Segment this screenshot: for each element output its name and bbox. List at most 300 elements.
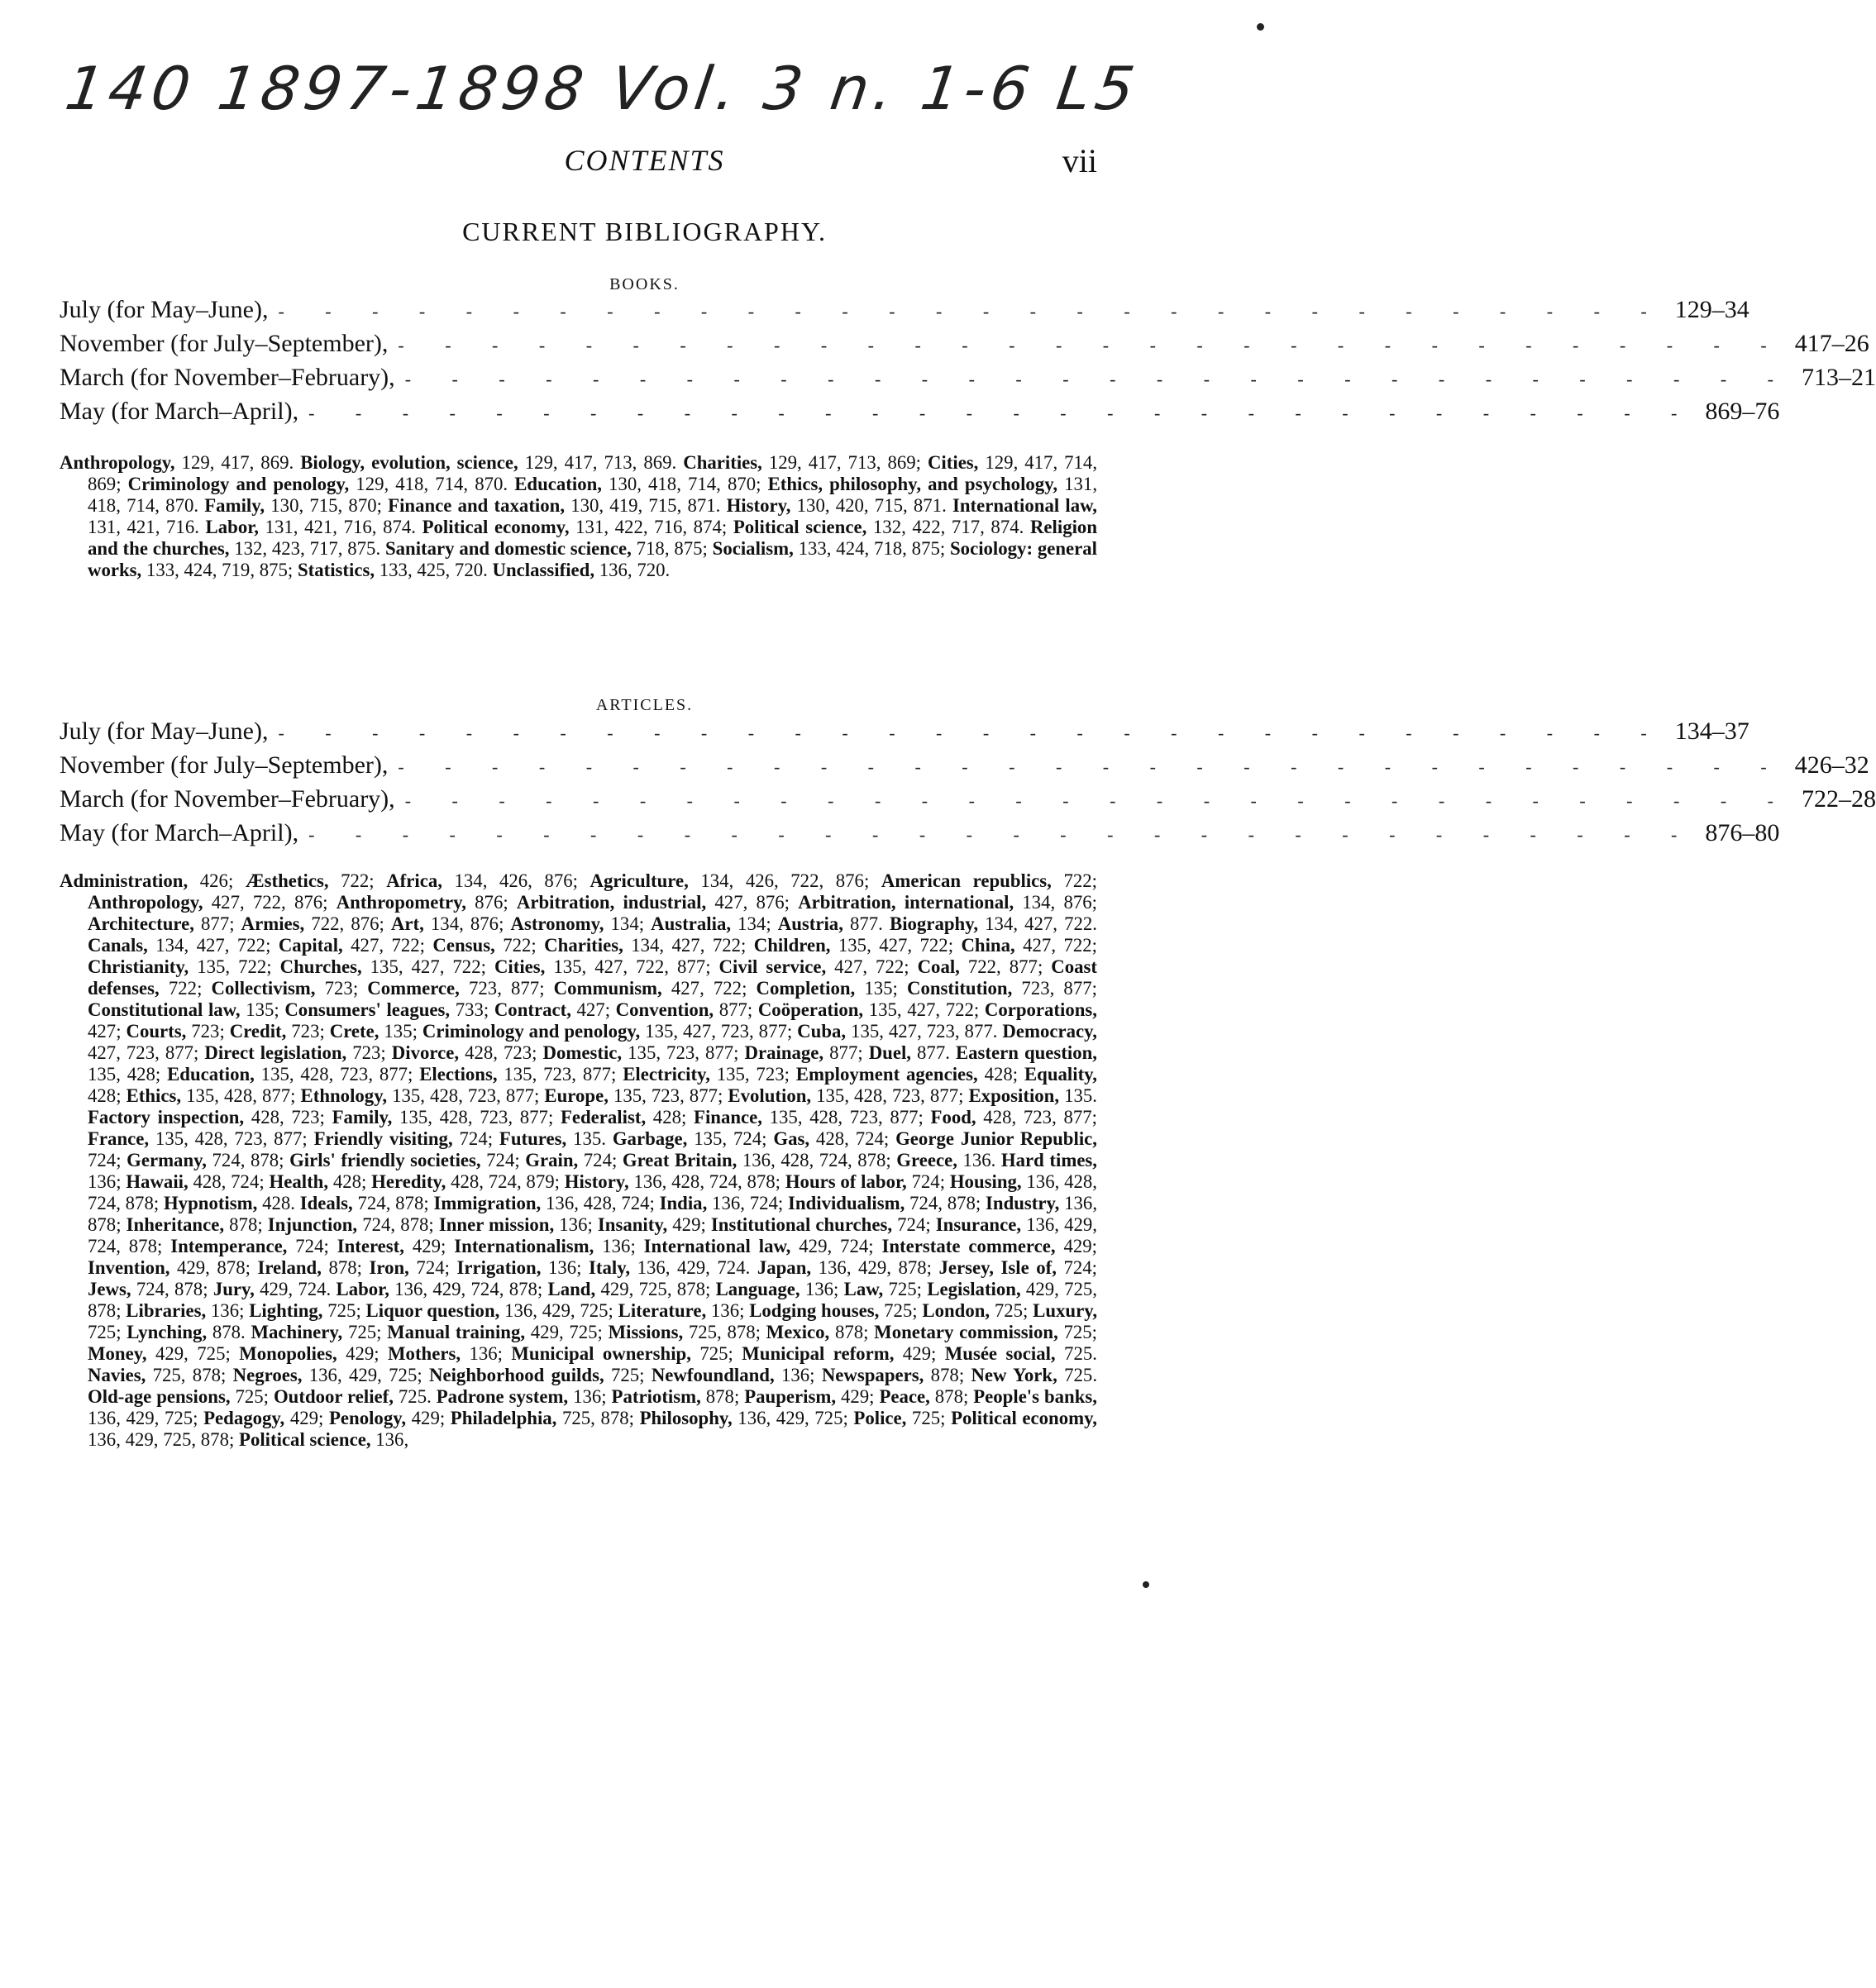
index-page-refs: 722, 877; xyxy=(959,956,1052,977)
toc-label: November (for July–September), xyxy=(60,330,389,357)
index-page-refs: 725. xyxy=(1055,1343,1097,1364)
index-term: Anthropology, xyxy=(60,452,175,473)
index-term: Language, xyxy=(715,1279,800,1299)
index-page-refs: 722; xyxy=(159,978,212,999)
index-page-refs: 878. xyxy=(207,1322,251,1342)
toc-pages: 869–76 xyxy=(1705,398,1780,425)
toc-pages: 722–28 xyxy=(1801,785,1876,813)
index-page-refs: 131, 422, 716, 874; xyxy=(569,517,733,537)
index-page-refs: 724, 878; xyxy=(357,1214,439,1235)
index-page-refs: 136; xyxy=(800,1279,844,1299)
index-page-refs: 136; xyxy=(594,1236,644,1256)
index-page-refs: 429, 724; xyxy=(790,1236,882,1256)
index-term: Constitutional law, xyxy=(88,999,241,1020)
index-term: Contract, xyxy=(494,999,571,1020)
index-page-refs: 427, 722; xyxy=(661,978,757,999)
index-page-refs: 136; xyxy=(461,1343,512,1364)
index-page-refs: 725, 878; xyxy=(683,1322,766,1342)
index-page-refs: 136, 429, 878; xyxy=(811,1257,939,1278)
index-page-refs: 136, 429, 724, 878; xyxy=(88,1214,1098,1256)
index-term: Philosophy, xyxy=(639,1408,733,1428)
index-page-refs: 722; xyxy=(494,935,545,956)
index-page-refs: 429; xyxy=(894,1343,945,1364)
index-page-refs: 134, 876; xyxy=(1014,892,1097,913)
index-page-refs: 722; xyxy=(328,870,387,891)
index-term: Lynching, xyxy=(126,1322,208,1342)
index-term: Corporations, xyxy=(984,999,1098,1020)
index-term: Education, xyxy=(514,474,602,494)
dot-leader: - - - - - - - - - - - - - - - - - - - - - - - - - - - - - - xyxy=(278,722,1665,743)
index-page-refs: 725, 878; xyxy=(556,1408,640,1428)
index-page-refs: 135, 428, 723, 877; xyxy=(387,1085,545,1106)
index-term: Japan, xyxy=(757,1257,812,1278)
toc-row xyxy=(60,330,1869,364)
index-page-refs: 135, 723, 877; xyxy=(608,1085,728,1106)
index-page-refs: 135, 428, 723, 877; xyxy=(811,1085,969,1106)
index-term: Institutional churches, xyxy=(710,1214,893,1235)
index-page-refs: 428, 724, 879; xyxy=(446,1171,565,1192)
articles-subject-index xyxy=(60,870,1097,1451)
index-term: Labor, xyxy=(336,1279,389,1299)
handwritten-call-number: 140 1897-1898 Vol. 3 n. 1-6 L5 xyxy=(61,54,1143,123)
index-term: Evolution, xyxy=(728,1085,812,1106)
index-term: Elections, xyxy=(419,1064,498,1085)
index-page-refs: 136, 429, 725; xyxy=(732,1408,854,1428)
index-page-refs: 130, 418, 714, 870; xyxy=(601,474,768,494)
index-term: Immigration, xyxy=(433,1193,542,1213)
index-term: Socialism, xyxy=(712,538,794,559)
toc-label: July (for May–June), xyxy=(60,717,269,745)
index-term: Mexico, xyxy=(766,1322,830,1342)
index-page-refs: 136, 720. xyxy=(594,560,671,580)
index-term: Coast defenses, xyxy=(88,956,1098,999)
index-page-refs: 135, 428, 723, 877; xyxy=(761,1107,931,1127)
index-page-refs: 135, 427, 723, 877. xyxy=(846,1021,1003,1042)
index-term: International law, xyxy=(952,495,1097,516)
index-page-refs: 427, 723, 877; xyxy=(88,1042,205,1063)
index-page-refs: 135, 428; xyxy=(88,1064,168,1085)
index-page-refs: 725; xyxy=(342,1322,388,1342)
index-page-refs: 723; xyxy=(186,1021,230,1042)
index-term: Drainage, xyxy=(744,1042,824,1063)
index-page-refs: 135, 723, 877; xyxy=(497,1064,623,1085)
index-term: Austria, xyxy=(777,913,843,934)
index-term: Jury, xyxy=(212,1279,255,1299)
index-term: History, xyxy=(564,1171,629,1192)
index-page-refs: 724; xyxy=(480,1150,526,1170)
index-term: Arbitration, industrial, xyxy=(516,892,707,913)
index-term: Inner mission, xyxy=(438,1214,555,1235)
running-title: CONTENTS xyxy=(564,144,725,177)
index-term: Civil service, xyxy=(718,956,827,977)
index-term: Great Britain, xyxy=(622,1150,738,1170)
index-page-refs: 135, 723, 877; xyxy=(622,1042,745,1063)
index-term: Completion, xyxy=(756,978,856,999)
index-page-refs: 725; xyxy=(906,1408,952,1428)
toc-pages: 713–21 xyxy=(1801,364,1876,391)
index-page-refs: 135, 428, 723, 877; xyxy=(392,1107,561,1127)
index-term: Finance and taxation, xyxy=(388,495,566,516)
index-term: Ideals, xyxy=(299,1193,353,1213)
index-term: Biology, evolution, science, xyxy=(300,452,518,473)
index-term: Mothers, xyxy=(388,1343,461,1364)
index-page-refs: 428, 724; xyxy=(188,1171,270,1192)
index-page-refs: 136, 429, 725; xyxy=(499,1300,618,1321)
index-term: Equality, xyxy=(1024,1064,1097,1085)
index-page-refs: 878; xyxy=(321,1257,370,1278)
index-term: Europe, xyxy=(544,1085,609,1106)
index-page-refs: 718, 875; xyxy=(631,538,713,559)
index-term: Housing, xyxy=(949,1171,1022,1192)
index-term: Futures, xyxy=(499,1128,567,1149)
index-page-refs: 135; xyxy=(240,999,285,1020)
index-page-refs: 136, 429, 725, 878; xyxy=(88,1429,240,1450)
index-page-refs: 129, 417, 869. xyxy=(174,452,301,473)
toc-row xyxy=(60,819,1780,853)
toc-row xyxy=(60,364,1876,398)
index-term: Ethnology, xyxy=(300,1085,388,1106)
index-page-refs: 725. xyxy=(1057,1365,1098,1385)
index-term: France, xyxy=(88,1128,150,1149)
index-page-refs: 724, 878; xyxy=(352,1193,434,1213)
toc-row xyxy=(60,398,1780,431)
index-page-refs: 135, 428, 723, 877; xyxy=(149,1128,314,1149)
index-term: Padrone system, xyxy=(436,1386,569,1407)
index-page-refs: 725; xyxy=(604,1365,652,1385)
index-page-refs: 724, 878; xyxy=(206,1150,290,1170)
index-term: Luxury, xyxy=(1033,1300,1098,1321)
index-page-refs: 878; xyxy=(224,1214,268,1235)
index-term: Family, xyxy=(204,495,265,516)
index-term: Missions, xyxy=(608,1322,684,1342)
index-term: Exposition, xyxy=(968,1085,1060,1106)
index-page-refs: 877; xyxy=(823,1042,869,1063)
articles-heading: ARTICLES. xyxy=(595,696,694,714)
index-term: Collectivism, xyxy=(211,978,316,999)
index-page-refs: 428; xyxy=(977,1064,1024,1085)
index-page-refs: 132, 422, 717, 874. xyxy=(866,517,1030,537)
index-term: Domestic, xyxy=(542,1042,623,1063)
index-term: Municipal reform, xyxy=(742,1343,895,1364)
index-page-refs: 135, 427, 722; xyxy=(361,956,494,977)
index-page-refs: 428. xyxy=(257,1193,300,1213)
index-page-refs: 427, 722, 876; xyxy=(203,892,337,913)
index-page-refs: 135; xyxy=(855,978,907,999)
index-term: China, xyxy=(961,935,1015,956)
index-term: Direct legislation, xyxy=(204,1042,347,1063)
index-term: Gas, xyxy=(773,1128,810,1149)
index-term: Cities, xyxy=(494,956,546,977)
index-page-refs: 429; xyxy=(284,1408,329,1428)
index-term: Eastern question, xyxy=(955,1042,1097,1063)
dot-leader: - - - - - - - - - - - - - - - - - - - - - - - - - - - - - - xyxy=(308,824,1696,845)
index-term: Convention, xyxy=(615,999,714,1020)
dot-leader: - - - - - - - - - - - - - - - - - - - - - - - - - - - - - - xyxy=(398,756,1785,777)
index-term: Jersey, Isle of, xyxy=(938,1257,1057,1278)
index-term: Jews, xyxy=(88,1279,131,1299)
index-page-refs: 132, 423, 717, 875. xyxy=(229,538,385,559)
index-term: Legislation, xyxy=(927,1279,1021,1299)
index-page-refs: 129, 417, 713, 869. xyxy=(518,452,684,473)
index-term: Australia, xyxy=(651,913,732,934)
index-page-refs: 131, 418, 714, 870. xyxy=(88,474,1098,516)
toc-pages: 417–26 xyxy=(1794,330,1869,357)
index-page-refs: 725; xyxy=(88,1322,127,1342)
index-term: Germany, xyxy=(126,1150,207,1170)
index-term: Old-age pensions, xyxy=(88,1386,231,1407)
index-page-refs: 129, 417, 714, 869; xyxy=(88,452,1098,494)
index-page-refs: 136, 428, 724; xyxy=(541,1193,660,1213)
index-page-refs: 429; xyxy=(1055,1236,1097,1256)
index-term: Credit, xyxy=(229,1021,287,1042)
index-term: Æsthetics, xyxy=(245,870,329,891)
index-page-refs: 428; xyxy=(646,1107,695,1127)
index-term: Architecture, xyxy=(88,913,194,934)
index-page-refs: 427; xyxy=(570,999,616,1020)
index-term: Commerce, xyxy=(367,978,460,999)
toc-row xyxy=(60,751,1869,785)
index-term: Outdoor relief, xyxy=(273,1386,394,1407)
index-page-refs: 723; xyxy=(346,1042,392,1063)
index-term: Federalist, xyxy=(560,1107,647,1127)
index-page-refs: 429, 725; xyxy=(525,1322,609,1342)
index-term: Industry, xyxy=(986,1193,1060,1213)
index-page-refs: 878; xyxy=(700,1386,745,1407)
toc-label: May (for March–April), xyxy=(60,819,299,846)
index-term: Ethics, xyxy=(126,1085,182,1106)
books-subject-index xyxy=(60,452,1097,581)
index-term: Political economy, xyxy=(422,517,570,537)
index-page-refs: 135, 427, 722, 877; xyxy=(545,956,719,977)
index-page-refs: 725; xyxy=(1057,1322,1097,1342)
index-page-refs: 427, 722; xyxy=(1014,935,1097,956)
index-term: Political economy, xyxy=(951,1408,1097,1428)
index-page-refs: 429, 725; xyxy=(146,1343,240,1364)
index-page-refs: 136, 429, 725; xyxy=(88,1408,204,1428)
toc-row xyxy=(60,717,1750,751)
index-term: Political science, xyxy=(733,517,867,537)
index-term: Injunction, xyxy=(267,1214,358,1235)
stray-mark xyxy=(1143,1581,1149,1588)
index-page-refs: 134; xyxy=(731,913,778,934)
toc-label: July (for May–June), xyxy=(60,296,269,323)
index-page-refs: 134, 426, 876; xyxy=(442,870,590,891)
index-page-refs: 725; xyxy=(690,1343,742,1364)
index-term: American republics, xyxy=(881,870,1052,891)
dot-leader: - - - - - - - - - - - - - - - - - - - - - - - - - - - - - - xyxy=(278,301,1665,322)
toc-label: November (for July–September), xyxy=(60,751,389,779)
index-page-refs: 136, 724; xyxy=(707,1193,789,1213)
index-term: Manual training, xyxy=(387,1322,526,1342)
index-page-refs: 427; xyxy=(88,1021,126,1042)
index-term: Police, xyxy=(853,1408,907,1428)
index-page-refs: 136, 428, 724, 878; xyxy=(628,1171,785,1192)
index-term: Ireland, xyxy=(257,1257,322,1278)
index-term: Friendly visiting, xyxy=(313,1128,453,1149)
index-page-refs: 878; xyxy=(924,1365,971,1385)
toc-row xyxy=(60,785,1876,819)
index-page-refs: 426; xyxy=(188,870,246,891)
index-term: Pauperism, xyxy=(744,1386,837,1407)
index-term: Cities, xyxy=(927,452,979,473)
index-term: History, xyxy=(726,495,791,516)
index-term: Libraries, xyxy=(126,1300,207,1321)
index-page-refs: 429, 724. xyxy=(254,1279,337,1299)
index-term: Peace, xyxy=(879,1386,930,1407)
index-page-refs: 427, 722; xyxy=(826,956,918,977)
index-page-refs: 136, 428, 724, 878; xyxy=(88,1171,1097,1213)
index-term: Heredity, xyxy=(371,1171,446,1192)
index-term: Factory inspection, xyxy=(88,1107,245,1127)
index-page-refs: 134, 426, 722, 876; xyxy=(688,870,881,891)
index-term: New York, xyxy=(971,1365,1057,1385)
index-term: Armies, xyxy=(241,913,305,934)
index-page-refs: 733; xyxy=(450,999,494,1020)
index-term: Negroes, xyxy=(232,1365,303,1385)
index-term: Children, xyxy=(753,935,831,956)
toc-label: March (for November–February), xyxy=(60,785,395,813)
index-page-refs: 131, 421, 716. xyxy=(88,517,206,537)
index-term: India, xyxy=(659,1193,708,1213)
index-term: People's banks, xyxy=(973,1386,1097,1407)
index-page-refs: 428; xyxy=(328,1171,372,1192)
index-page-refs: 130, 419, 715, 871. xyxy=(565,495,727,516)
index-page-refs: 725; xyxy=(322,1300,366,1321)
index-term: Administration, xyxy=(60,870,189,891)
index-term: Machinery, xyxy=(251,1322,343,1342)
index-term: Constitution, xyxy=(906,978,1013,999)
index-page-refs: 429, 725, 878; xyxy=(88,1279,1097,1321)
index-term: Duel, xyxy=(868,1042,911,1063)
index-term: Lighting, xyxy=(249,1300,323,1321)
index-page-refs: 131, 421, 716, 874. xyxy=(258,517,422,537)
index-page-refs: 134; xyxy=(604,913,652,934)
index-term: London, xyxy=(922,1300,991,1321)
index-page-refs: 134, 427, 722. xyxy=(978,913,1097,934)
articles-toc xyxy=(60,717,1876,853)
index-page-refs: 136; xyxy=(206,1300,250,1321)
index-term: Intemperance, xyxy=(170,1236,288,1256)
index-page-refs: 136; xyxy=(541,1257,589,1278)
index-page-refs: 428, 724; xyxy=(809,1128,896,1149)
toc-pages: 129–34 xyxy=(1674,296,1750,323)
index-page-refs: 876; xyxy=(465,892,517,913)
index-page-refs: 725; xyxy=(883,1279,928,1299)
index-term: Family, xyxy=(332,1107,393,1127)
index-term: Lodging houses, xyxy=(749,1300,880,1321)
index-page-refs: 136, 429, 724, 878; xyxy=(389,1279,548,1299)
index-term: Penology, xyxy=(328,1408,407,1428)
index-page-refs: 723; xyxy=(286,1021,330,1042)
index-page-refs: 725; xyxy=(990,1300,1033,1321)
index-term: Coal, xyxy=(917,956,960,977)
index-page-refs: 135, 428, 723, 877; xyxy=(254,1064,420,1085)
index-term: Patriotism, xyxy=(611,1386,701,1407)
index-term: Unclassified, xyxy=(492,560,595,580)
index-page-refs: 877. xyxy=(911,1042,956,1063)
index-page-refs: 136, 429, 724. xyxy=(630,1257,757,1278)
toc-pages: 134–37 xyxy=(1674,717,1750,745)
running-header xyxy=(0,136,1289,186)
index-term: Political science, xyxy=(239,1429,371,1450)
index-term: Ethics, philosophy, and psychology, xyxy=(767,474,1058,494)
toc-pages: 426–32 xyxy=(1794,751,1869,779)
index-term: Insanity, xyxy=(597,1214,668,1235)
index-term: Arbitration, international, xyxy=(798,892,1014,913)
index-term: Hypnotism, xyxy=(163,1193,258,1213)
index-term: Labor, xyxy=(205,517,259,537)
index-term: Biography, xyxy=(889,913,979,934)
index-page-refs: 134, 427, 722; xyxy=(623,935,754,956)
index-page-refs: 136; xyxy=(568,1386,612,1407)
index-term: Churches, xyxy=(279,956,362,977)
index-term: Irrigation, xyxy=(456,1257,542,1278)
index-term: Canals, xyxy=(88,935,148,956)
index-term: Monetary commission, xyxy=(874,1322,1058,1342)
toc-pages: 876–80 xyxy=(1705,819,1780,846)
index-term: Religion and the churches, xyxy=(88,517,1098,559)
index-page-refs: 136; xyxy=(554,1214,598,1235)
index-page-refs: 135, 428, 877; xyxy=(181,1085,301,1106)
index-term: Capital, xyxy=(278,935,343,956)
index-term: Communism, xyxy=(553,978,662,999)
index-page-refs: 136. xyxy=(957,1150,1001,1170)
index-page-refs: 135; xyxy=(379,1021,422,1042)
index-page-refs: 429; xyxy=(337,1343,389,1364)
index-term: Pedagogy, xyxy=(203,1408,285,1428)
ink-speck xyxy=(1257,23,1264,31)
index-term: Musée social, xyxy=(944,1343,1056,1364)
index-page-refs: 135, 427, 722; xyxy=(830,935,962,956)
index-term: Individualism, xyxy=(788,1193,905,1213)
index-term: Census, xyxy=(432,935,495,956)
index-term: Education, xyxy=(167,1064,255,1085)
index-term: Grain, xyxy=(525,1150,579,1170)
index-page-refs: 429; xyxy=(836,1386,880,1407)
index-term: Crete, xyxy=(329,1021,379,1042)
index-page-refs: 133, 424, 718, 875; xyxy=(793,538,950,559)
page-number: vii xyxy=(1062,142,1097,179)
index-page-refs: 428, 723, 877; xyxy=(976,1107,1097,1127)
index-term: Insurance, xyxy=(935,1214,1022,1235)
index-term: Liquor question, xyxy=(365,1300,500,1321)
index-term: Inheritance, xyxy=(126,1214,225,1235)
index-page-refs: 725. xyxy=(393,1386,437,1407)
index-page-refs: 725; xyxy=(230,1386,274,1407)
index-page-refs: 428; xyxy=(88,1085,126,1106)
index-term: Invention, xyxy=(88,1257,170,1278)
index-page-refs: 135, 427, 723, 877; xyxy=(640,1021,798,1042)
index-page-refs: 129, 418, 714, 870. xyxy=(349,474,515,494)
index-page-refs: 724; xyxy=(408,1257,457,1278)
index-term: Christianity, xyxy=(88,956,189,977)
index-term: Internationalism, xyxy=(454,1236,594,1256)
index-term: Hawaii, xyxy=(126,1171,189,1192)
index-term: Consumers' leagues, xyxy=(284,999,451,1020)
index-term: Criminology and penology, xyxy=(422,1021,641,1042)
index-term: Literature, xyxy=(618,1300,707,1321)
index-term: Neighborhood guilds, xyxy=(429,1365,604,1385)
index-page-refs: 878; xyxy=(929,1386,974,1407)
toc-label: March (for November–February), xyxy=(60,364,395,391)
index-term: Food, xyxy=(930,1107,976,1127)
index-page-refs: 724; xyxy=(578,1150,623,1170)
index-term: Land, xyxy=(547,1279,596,1299)
index-page-refs: 724; xyxy=(452,1128,499,1149)
index-term: Charities, xyxy=(544,935,623,956)
books-toc xyxy=(60,296,1876,431)
index-term: Employment agencies, xyxy=(795,1064,978,1085)
